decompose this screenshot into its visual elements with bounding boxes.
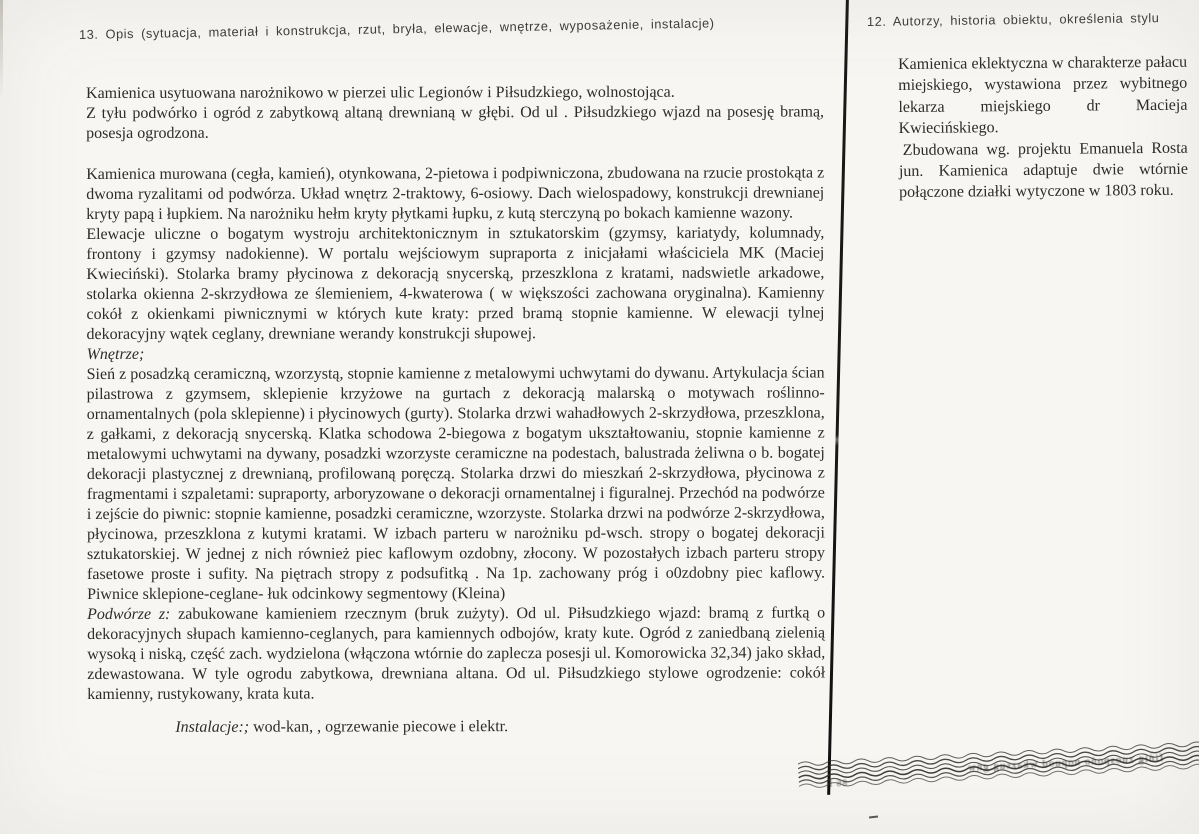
scan-bleed-artifact: [798, 732, 1199, 796]
paragraph-situation-line1: Kamienica usytuowana narożnikowo w pierzei ulic Legionów i Piłsudzkiego, wolnostojąca.: [86, 83, 675, 102]
section-12-header: 12. Autorzy, historia obiektu, określenia stylu: [866, 10, 1160, 29]
page-spine-line: [824, 0, 849, 795]
interior-heading: Wnętrze;: [86, 345, 145, 363]
paragraph-situation-line2: Z tyłu podwórko i ogród z zabytkową altaną drewnianą w głębi. Od ul . Piłsudzkiego wjazd na posesję bramą, posesja ogrodzona.: [86, 103, 825, 142]
mirrored-bleed-text-small: 86 R: [824, 777, 848, 789]
mirrored-bleed-text: fińig zuospońo nopuod wkazsug gńw: [966, 752, 1164, 774]
history-text-block: [898, 52, 1188, 204]
section-13-header: 13. Opis (sytuacja, materiał i konstrukcja, rzut, bryła, elewacje, wnętrze, wyposażenie, instalacje): [78, 15, 715, 42]
installations-lead-label: Instalacje:;: [175, 718, 250, 736]
description-text-block: [86, 82, 825, 738]
paragraph-installations: [87, 716, 825, 738]
paragraph-architect: Zbudowana wg. projektu Emanuela Rosta jun. Kamienica adaptuje dwie wtórnie połączone działki wytyczone w 1803 roku.: [898, 139, 1188, 202]
paragraph-construction: Kamienica murowana (cegła, kamień), otynkowana, 2-pietowa i podpiwniczona, zbudowana na rzucie prostokąta z dwoma ryzalitami od podwórza. Układ wnętrz 2-traktowy, 6-osiowy. Dach wielospadowy, konstrukcji drewnianej kryty papą i łupkiem. Na narożniku hełm kryty płytkami łupku, z kutą sterczyną po bokach kamienne wazony.: [86, 164, 825, 223]
paragraph-interior: Sień z posadzką ceramiczną, wzorzystą, stopnie kamienne z metalowymi uchwytami do dywanu. Artykulacja ścian pilastrowa z gzymsem, sklepienie krzyżowe na gurtach z dekoracją malarską o motywach roślinno-ornamentalnych (pola sklepienne) i płycinowych (gurty). Stolarka drzwi wahadłowych 2-skrzydłowa, przeszklona, z gałkami, z dekoracją snycerską. Klatka schodowa 2-biegowa z bogatym ukształtowaniu, stopnie kamienne z metalowymi uchwytami na dywany, posadzki wzorzyste ceramiczne na podestach, balustrada żeliwna o b. bogatej dekoracji plastycznej z drewnianą, profilowaną poręczą. Stolarka drzwi do mieszkań 2-skrzydłowa, płycinowa z fragmentami i szpaletami: supraporty, arboryzowane o dekoracji ornamentalnej i figuralnej. Przechód na podwórze i zejście do piwnic: stopnie kamienne, posadzki ceramiczne, wzorzyste. Stolarka drzwi na podwórze 2-skrzydłowa, płycinowa, przeszklona z kutymi kratami. W izbach parteru w narożniku pd-wsch. stropy o bogatej dekoracji sztukatorskiej. W jednej z nich również piec kaflowym ozdobny, złocony. W pozostałych izbach parteru stropy fasetowe proste i sufity. Na piętrach stropy z podsufitką . Na 1p. zachowany próg i o0zdobny piec kaflowy. Piwnice sklepione-ceglane- łuk odcinkowy segmentowy (Kleina): [86, 364, 826, 603]
installations-text: wod-kan, , ogrzewanie piecowe i elektr.: [253, 718, 509, 736]
courtyard-text: zabukowane kamieniem rzecznym (bruk zużyty). Od ul. Piłsudzkiego wjazd: bramą z furtką o dekoracyjnych słupach kamienno-ceglanych, para kamiennych odbojów, kraty kute. Ogród z zaniedbaną zielenią wysoką i niską, część zach. wydzielona (włączona wtórnie do zaplecza posesji ul. Komorowicka 32,34) jako skład, zdewastowana. W tyle ogrodu zabytkowa, drewniana altana. Od ul. Piłsudzkiego stylowe ogrodzenie: cokół kamienny, rustykowany, krata kuta.: [87, 604, 826, 703]
paragraph-courtyard: [87, 603, 825, 705]
paragraph-style: Kamienica eklektyczna w charakterze pałacu miejskiego, wystawiona przez wybitnego lekarza miejskiego dr Macieja Kwiecińskiego.: [898, 53, 1188, 138]
scan-edge-shadow: [0, 0, 3, 100]
paragraph-elevations: Elewacje uliczne o bogatym wystroju architektonicznym in sztukatorskim (gzymsy, kariatydy, kolumnady, frontony i gzymsy nadokienne). W portalu wejściowym supraporta z inicjałami właściciela MK (Maciej Kwieciński). Stolarka bramy płycinowa z dekoracją snycerską, przeszklona z kratami, nadswietle arkadowe, stolarka okienna 2-skrzydłowa ze ślemieniem, 4-kwaterowa ( w większości zachowana oryginalna). Kamienny cokół z okienkami piwnicznymi w których kute kraty: przed bramą stopnie kamienne. W elewacji tylnej dekoracyjny wątek ceglany, drewniane werandy konstrukcji słupowej.: [86, 224, 825, 343]
courtyard-lead-label: Podwórze z:: [87, 605, 171, 623]
stray-scan-mark: [869, 815, 878, 818]
